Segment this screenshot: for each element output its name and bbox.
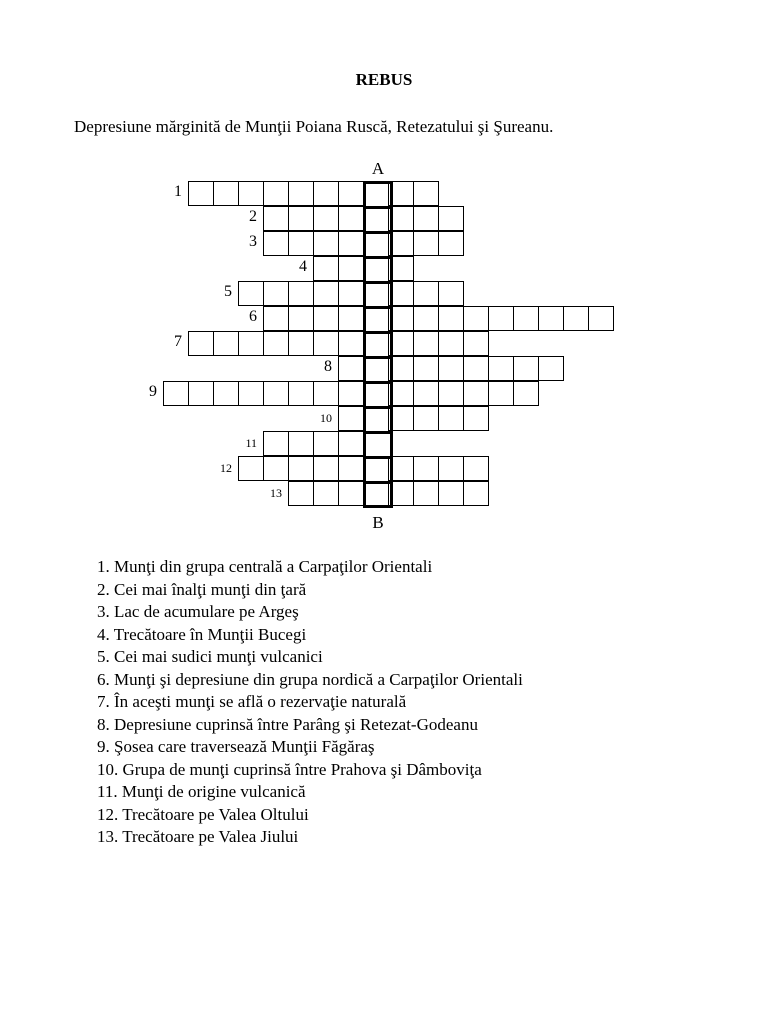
crossword-cell[interactable] xyxy=(313,381,339,406)
crossword-cell[interactable] xyxy=(513,381,539,406)
row-number: 11 xyxy=(245,436,257,450)
clue-item: 4. Trecătoare în Munţii Bucegi xyxy=(97,624,307,644)
crossword-cell[interactable] xyxy=(238,331,264,356)
row-number: 8 xyxy=(324,358,332,375)
crossword-cell[interactable] xyxy=(238,281,264,306)
crossword-cell[interactable] xyxy=(313,306,339,331)
crossword-cell[interactable] xyxy=(288,381,314,406)
crossword-cell[interactable] xyxy=(438,281,464,306)
clue-item: 3. Lac de acumulare pe Argeş xyxy=(97,602,299,621)
crossword-cell[interactable] xyxy=(263,306,289,331)
clue-item: 7. În aceşti munţi se află o rezervaţie naturală xyxy=(97,692,407,711)
crossword-cell[interactable] xyxy=(413,281,439,306)
solution-cell-divider xyxy=(363,231,393,234)
crossword-cell[interactable] xyxy=(438,356,464,381)
clue-item: 1. Munţi din grupa centrală a Carpaţilor Orientali xyxy=(97,557,433,576)
crossword-cell[interactable] xyxy=(438,481,464,506)
crossword-cell[interactable] xyxy=(313,431,339,456)
solution-cell-divider xyxy=(363,456,393,459)
crossword-cell[interactable] xyxy=(288,431,314,456)
solution-cell-divider xyxy=(363,331,393,334)
clue-item: 9. Şosea care traversează Munţii Făgăraş xyxy=(97,737,375,756)
crossword-cell[interactable] xyxy=(263,381,289,406)
crossword-cell[interactable] xyxy=(438,331,464,356)
crossword-cell[interactable] xyxy=(488,356,514,381)
column-label-top: A xyxy=(371,159,385,178)
crossword-cell[interactable] xyxy=(288,331,314,356)
crossword-cell[interactable] xyxy=(288,481,314,506)
crossword-cell[interactable] xyxy=(438,381,464,406)
clue-item: 5. Cei mai sudici munţi vulcanici xyxy=(97,647,323,666)
crossword-cell[interactable] xyxy=(338,381,364,406)
row-number: 10 xyxy=(320,411,332,425)
crossword-cell[interactable] xyxy=(338,306,364,331)
crossword-cell[interactable] xyxy=(213,331,239,356)
crossword-cell[interactable] xyxy=(263,281,289,306)
crossword-cell[interactable] xyxy=(413,181,439,206)
crossword-cell[interactable] xyxy=(213,381,239,406)
crossword-cell[interactable] xyxy=(488,381,514,406)
crossword-cell[interactable] xyxy=(463,306,489,331)
row-number: 4 xyxy=(299,258,307,275)
crossword-cell[interactable] xyxy=(188,181,214,206)
crossword-cell[interactable] xyxy=(413,206,439,231)
crossword-cell[interactable] xyxy=(338,431,364,456)
crossword-cell[interactable] xyxy=(338,456,364,481)
row-number: 5 xyxy=(224,283,232,300)
crossword-cell[interactable] xyxy=(413,356,439,381)
crossword-cell[interactable] xyxy=(563,306,589,331)
solution-cell-divider xyxy=(363,356,393,359)
row-number: 9 xyxy=(149,383,157,400)
crossword-cell[interactable] xyxy=(338,356,364,381)
crossword-cell[interactable] xyxy=(413,481,439,506)
crossword-cell[interactable] xyxy=(438,231,464,256)
crossword-cell[interactable] xyxy=(338,281,364,306)
crossword-cell[interactable] xyxy=(263,181,289,206)
column-label-bottom: B xyxy=(372,513,384,532)
clue-item: 2. Cei mai înalţi munţi din ţară xyxy=(97,579,307,599)
crossword-cell[interactable] xyxy=(238,381,264,406)
row-number: 1 xyxy=(174,183,182,200)
crossword-cell[interactable] xyxy=(288,456,314,481)
clue-list xyxy=(97,556,523,849)
crossword-cell[interactable] xyxy=(463,381,489,406)
solution-cell-divider xyxy=(363,381,393,384)
crossword-cell[interactable] xyxy=(488,306,514,331)
crossword-cell[interactable] xyxy=(413,406,439,431)
crossword-cell[interactable] xyxy=(413,456,439,481)
clue-item: 8. Depresiune cuprinsă între Parâng şi Retezat-Godeanu xyxy=(97,714,478,734)
crossword-cell[interactable] xyxy=(288,231,314,256)
crossword-cell[interactable] xyxy=(338,181,364,206)
crossword-cell[interactable] xyxy=(313,181,339,206)
crossword-cell[interactable] xyxy=(338,206,364,231)
crossword-cell[interactable] xyxy=(338,481,364,506)
crossword-cell[interactable] xyxy=(313,281,339,306)
crossword-cell[interactable] xyxy=(163,381,189,406)
crossword-cell[interactable] xyxy=(313,456,339,481)
solution-cell-divider xyxy=(363,431,393,434)
puzzle-subtitle: Depresiune mărginită de Munţii Poiana Ruscă, Retezatului şi Şureanu. xyxy=(74,117,554,136)
solution-cell-divider xyxy=(363,256,393,259)
row-number: 3 xyxy=(249,233,257,250)
crossword-cell[interactable] xyxy=(263,456,289,481)
crossword-cell[interactable] xyxy=(188,381,214,406)
crossword-cell[interactable] xyxy=(338,406,364,431)
crossword-cell[interactable] xyxy=(313,256,339,281)
row-number: 13 xyxy=(270,486,282,500)
crossword-cell[interactable] xyxy=(263,231,289,256)
row-number: 12 xyxy=(220,461,232,475)
clue-item: 6. Munţi şi depresiune din grupa nordică a Carpaţilor Orientali xyxy=(97,669,523,689)
crossword-cell[interactable] xyxy=(188,331,214,356)
puzzle-title: REBUS xyxy=(355,70,413,89)
crossword-cell[interactable] xyxy=(213,181,239,206)
clue-item: 13. Trecătoare pe Valea Jiului xyxy=(97,827,299,846)
solution-cell-divider xyxy=(363,481,393,484)
crossword-cell[interactable] xyxy=(463,456,489,481)
solution-cell-divider xyxy=(363,306,393,309)
clue-item: 11. Munţi de origine vulcanică xyxy=(97,782,306,801)
crossword-cell[interactable] xyxy=(313,481,339,506)
row-number: 2 xyxy=(249,208,257,225)
crossword-cell[interactable] xyxy=(463,406,489,431)
crossword-cell[interactable] xyxy=(538,356,564,381)
crossword-cell[interactable] xyxy=(338,256,364,281)
crossword-cell[interactable] xyxy=(463,331,489,356)
crossword-cell[interactable] xyxy=(313,206,339,231)
clue-item: 12. Trecătoare pe Valea Oltului xyxy=(97,804,309,824)
crossword-cell[interactable] xyxy=(438,456,464,481)
crossword-cell[interactable] xyxy=(288,306,314,331)
crossword-cell[interactable] xyxy=(413,381,439,406)
solution-cell-divider xyxy=(363,406,393,409)
row-number: 7 xyxy=(174,333,182,350)
crossword-cell[interactable] xyxy=(463,356,489,381)
solution-cell-divider xyxy=(363,281,393,284)
clue-item: 10. Grupa de munţi cuprinsă între Prahova şi Dâmboviţa xyxy=(97,759,482,779)
crossword-cell[interactable] xyxy=(288,281,314,306)
crossword-cell[interactable] xyxy=(588,306,614,331)
crossword-cell[interactable] xyxy=(313,231,339,256)
crossword-cell[interactable] xyxy=(288,206,314,231)
crossword-cell[interactable] xyxy=(538,306,564,331)
crossword-cell[interactable] xyxy=(313,331,339,356)
crossword-cell[interactable] xyxy=(263,206,289,231)
crossword-cell[interactable] xyxy=(338,331,364,356)
crossword-cell[interactable] xyxy=(413,306,439,331)
row-number: 6 xyxy=(249,308,257,325)
crossword-cell[interactable] xyxy=(513,306,539,331)
crossword-cell[interactable] xyxy=(438,206,464,231)
crossword-cell[interactable] xyxy=(263,331,289,356)
crossword-cell[interactable] xyxy=(513,356,539,381)
solution-cell-divider xyxy=(363,206,393,209)
crossword-cell[interactable] xyxy=(263,431,289,456)
crossword-cell[interactable] xyxy=(438,406,464,431)
crossword-cell[interactable] xyxy=(338,231,364,256)
crossword-cell[interactable] xyxy=(463,481,489,506)
crossword-cell[interactable] xyxy=(288,181,314,206)
crossword-cell[interactable] xyxy=(238,181,264,206)
crossword-cell[interactable] xyxy=(413,331,439,356)
crossword-cell[interactable] xyxy=(238,456,264,481)
crossword-cell[interactable] xyxy=(438,306,464,331)
crossword-cell[interactable] xyxy=(413,231,439,256)
